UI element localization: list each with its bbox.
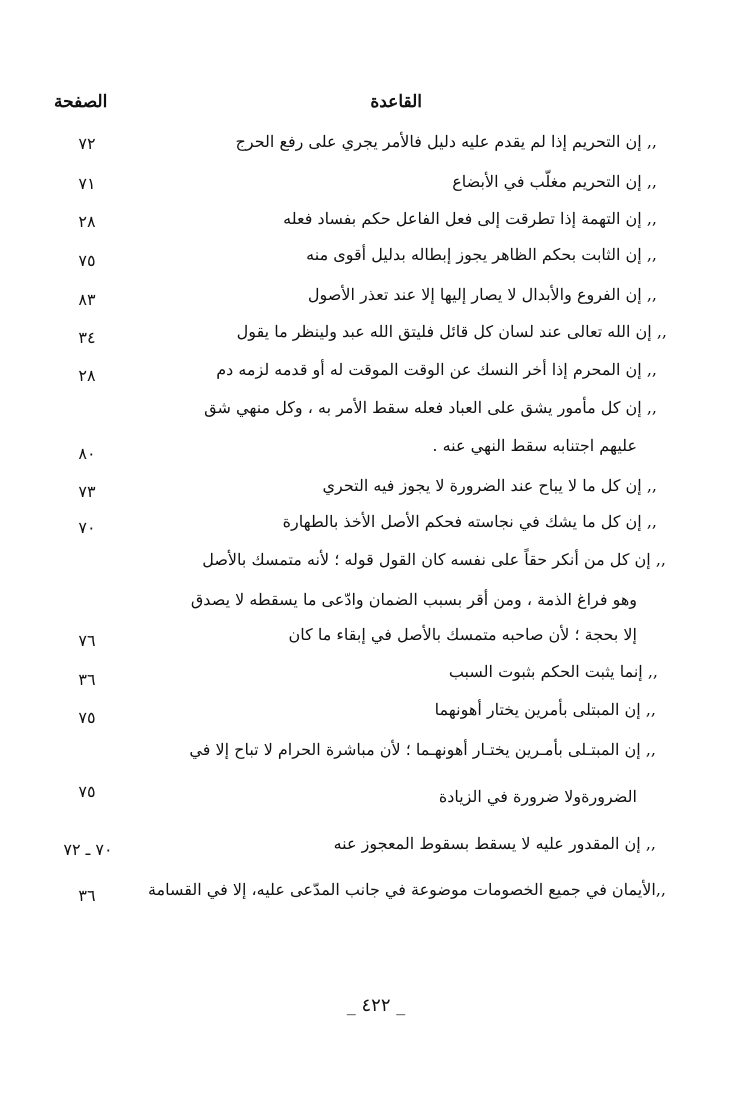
rule-text: ,, إن التهمة إذا تطرقت إلى فعل الفاعل حكم بفساد فعله: [283, 209, 657, 228]
rule-page-number: ٣٤: [78, 328, 96, 347]
rule-page-number: ٧٥: [78, 251, 96, 270]
rule-page-number: ٧٢: [78, 134, 96, 153]
rule-text: ,, إن كل مأمور يشق على العباد فعله سقط الأمر به ، وكل منهي شق: [204, 398, 657, 417]
rule-text: ,, إن المبتلى بأمرين يختار أهونهما: [434, 700, 656, 719]
rule-text: ,, إن كل ما لا يباح عند الضرورة لا يجوز فيه التحري: [322, 476, 657, 495]
rule-text: ,, إن التحريم إذا لم يقدم عليه دليل فالأمر يجري على رفع الحرج: [235, 132, 657, 151]
rule-text: ,, إن كل من أنكر حقاً على نفسه كان القول قوله ؛ لأنه متمسك بالأصل: [202, 550, 666, 569]
rule-page-number: ٣٦: [78, 670, 96, 689]
rule-page-number: ٧٣: [78, 482, 96, 501]
rule-text: ,,الأيمان في جميع الخصومات موضوعة في جانب المدّعى عليه، إلا في القسامة: [147, 880, 666, 899]
rule-text: ,, إن التحريم مغلّب في الأبضاع: [452, 172, 657, 191]
rule-column-header: القاعدة: [370, 92, 422, 112]
rule-page-number: ٨٠: [78, 444, 96, 463]
rule-page-number: ٨٣: [78, 290, 96, 309]
rule-page-number: ٧٠: [78, 518, 96, 537]
rule-text: ,, إن المقدور عليه لا يسقط بسقوط المعجوز عنه: [333, 834, 656, 853]
rule-text: ,, إن الفروع والأبدال لا يصار إليها إلا عند تعذر الأصول: [307, 285, 657, 304]
page-column-header: الصفحة: [54, 92, 108, 112]
rule-text-continuation: إلا بحجة ؛ لأن صاحبه متمسك بالأصل في إبقاء ما كان: [288, 625, 637, 644]
rule-text: ,, إن كل ما يشك في نجاسته فحكم الأصل الأخذ بالطهارة: [282, 512, 657, 531]
rule-text-continuation: عليهم اجتنابه سقط النهي عنه .: [432, 436, 637, 455]
rule-page-number: ٧٠ ـ ٧٢: [63, 840, 113, 859]
rule-text-continuation: وهو فراغ الذمة ، ومن أقر بسبب الضمان وادّعى ما يسقطه لا يصدق: [190, 590, 637, 609]
rule-page-number: ٧٥: [78, 708, 96, 727]
rule-text-continuation: الضرورةولا ضرورة في الزيادة: [438, 787, 637, 806]
rule-page-number: ٣٦: [78, 886, 96, 905]
rule-page-number: ٧٥: [78, 782, 96, 801]
rule-page-number: ٢٨: [78, 366, 96, 385]
rule-page-number: ٢٨: [78, 212, 96, 231]
rule-page-number: ٧٦: [78, 631, 96, 650]
rule-text: ,, إن الثابت بحكم الظاهر يجوز إبطاله بدليل أقوى منه: [306, 245, 657, 264]
rule-text: ,, إن الله تعالى عند لسان كل قائل فليتق الله عبد ولينظر ما يقول: [236, 322, 667, 341]
page-number-footer: _ ٤٢٢ _: [346, 995, 406, 1016]
rule-page-number: ٧١: [78, 174, 96, 193]
rule-text: ,, إن المبتـلى بأمـرين يختـار أهونهـما ؛ لأن مباشرة الحرام لا تباح إلا في: [189, 740, 656, 759]
rule-text: ,, إن المحرم إذا أخر النسك عن الوقت الموقت له أو قدمه لزمه دم: [216, 360, 657, 379]
rule-text: ,, إنما يثبت الحكم بثبوت السبب: [448, 662, 658, 681]
